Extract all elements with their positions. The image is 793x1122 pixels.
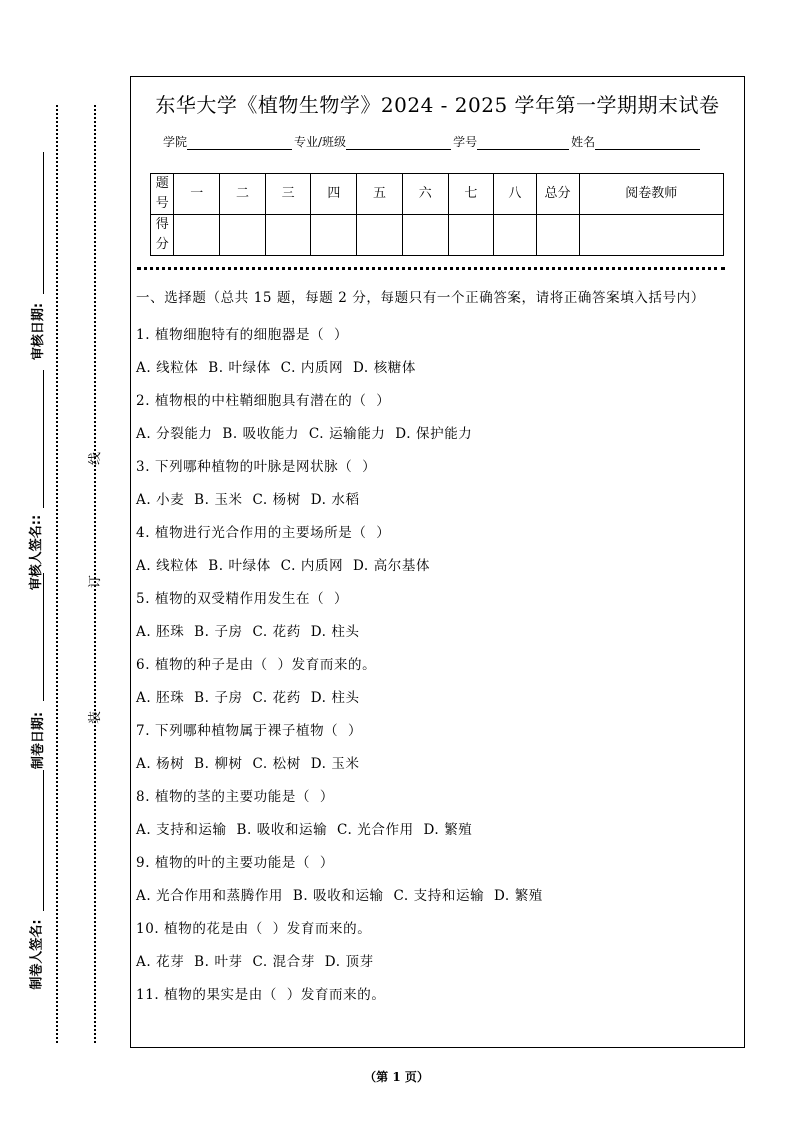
review-date-blank (43, 152, 44, 294)
score-cell[interactable] (402, 215, 448, 256)
score-col-1: 一 (174, 174, 220, 215)
score-col-2: 二 (220, 174, 266, 215)
paper-date-blank (43, 573, 44, 701)
score-cell[interactable] (220, 215, 266, 256)
option-b: B. 柳树 (194, 756, 243, 772)
college-field[interactable] (187, 137, 292, 150)
reviewer-signature-blank (43, 370, 44, 508)
paper-maker-signature-label: 制卷人签名: (29, 919, 45, 990)
option-a: A. 花芽 (136, 954, 185, 970)
option-d: D. 核糖体 (352, 360, 416, 376)
major-class-field[interactable] (346, 137, 451, 150)
question-text: 4. 植物进行光合作用的主要场所是（ ） (136, 525, 391, 541)
option-c: C. 光合作用 (337, 822, 414, 838)
question-text: 2. 植物根的中柱鞘细胞具有潜在的（ ） (136, 393, 391, 409)
exam-frame (130, 76, 745, 1048)
binding-char-line: 线 (88, 451, 104, 466)
question-list (136, 319, 726, 1012)
score-cell[interactable] (357, 215, 403, 256)
score-col-grader: 阅卷教师 (579, 174, 723, 215)
binding-char-bind: 装 (88, 710, 104, 725)
score-table (150, 173, 724, 256)
option-a: A. 胚珠 (136, 690, 185, 706)
option-a: A. 杨树 (136, 756, 185, 772)
option-c: C. 内质网 (280, 558, 344, 574)
option-a: A. 小麦 (136, 492, 185, 508)
question-text: 9. 植物的叶的主要功能是（ ） (136, 855, 334, 871)
option-a: A. 胚珠 (136, 624, 185, 640)
score-label: 得分 (151, 215, 174, 256)
question-options (136, 352, 726, 385)
option-d: D. 繁殖 (493, 888, 543, 904)
option-d: D. 顶芽 (324, 954, 374, 970)
option-d: D. 柱头 (310, 690, 360, 706)
score-col-total: 总分 (536, 174, 579, 215)
option-c: C. 杨树 (252, 492, 301, 508)
dotted-separator (137, 267, 725, 270)
option-c: C. 运输能力 (308, 426, 386, 442)
option-d: D. 保护能力 (395, 426, 473, 442)
score-col-4: 四 (311, 174, 357, 215)
score-table-score-row (151, 215, 724, 256)
option-b: B. 子房 (194, 690, 243, 706)
option-c: C. 花药 (252, 690, 301, 706)
score-cell[interactable] (265, 215, 311, 256)
score-cell[interactable] (448, 215, 494, 256)
score-cell[interactable] (174, 215, 220, 256)
question-options (136, 748, 726, 781)
question-options (136, 946, 726, 979)
score-col-3: 三 (265, 174, 311, 215)
option-a: A. 线粒体 (136, 360, 199, 376)
question-text: 5. 植物的双受精作用发生在（ ） (136, 591, 349, 607)
option-d: D. 水稻 (310, 492, 360, 508)
question-options (136, 550, 726, 583)
score-cell-grader[interactable] (579, 215, 723, 256)
section-heading: 一、选择题（总共 15 题，每题 2 分，每题只有一个正确答案，请将正确答案填入括号内） (136, 290, 705, 306)
college-label: 学院 (163, 135, 188, 149)
question-text: 6. 植物的种子是由（ ）发育而来的。 (136, 657, 377, 673)
option-c: C. 混合芽 (252, 954, 315, 970)
option-a: A. 光合作用和蒸腾作用 (136, 888, 284, 904)
option-a: A. 分裂能力 (136, 426, 213, 442)
question-options (136, 814, 726, 847)
option-c: C. 松树 (252, 756, 301, 772)
option-c: C. 支持和运输 (393, 888, 485, 904)
option-b: B. 叶绿体 (208, 360, 271, 376)
question-text: 8. 植物的茎的主要功能是（ ） (136, 789, 334, 805)
score-col-5: 五 (357, 174, 403, 215)
option-d: D. 高尔基体 (352, 558, 431, 574)
option-b: B. 叶绿体 (208, 558, 271, 574)
score-cell[interactable] (311, 215, 357, 256)
name-field[interactable] (595, 137, 700, 150)
student-id-field[interactable] (477, 137, 569, 150)
option-c: C. 花药 (252, 624, 301, 640)
option-d: D. 繁殖 (423, 822, 473, 838)
question-text: 3. 下列哪种植物的叶脉是网状脉（ ） (136, 459, 377, 475)
question-options (136, 484, 726, 517)
option-c: C. 内质网 (280, 360, 344, 376)
question-text: 1. 植物细胞特有的细胞器是（ ） (136, 327, 349, 343)
option-a: A. 支持和运输 (136, 822, 227, 838)
option-b: B. 玉米 (194, 492, 243, 508)
question-options (136, 418, 726, 451)
paper-maker-signature-blank (43, 770, 44, 911)
binding-dotted-line-outer (56, 105, 58, 1043)
student-id-label: 学号 (453, 135, 478, 149)
question-options (136, 616, 726, 649)
option-b: B. 吸收和运输 (292, 888, 384, 904)
question-text: 10. 植物的花是由（ ）发育而来的。 (136, 921, 372, 937)
page-number: （第 1 页） (364, 1070, 429, 1084)
option-a: A. 线粒体 (136, 558, 199, 574)
question-text: 7. 下列哪种植物属于裸子植物（ ） (136, 723, 363, 739)
score-cell[interactable] (494, 215, 536, 256)
exam-title: 东华大学《植物生物学》2024 - 2025 学年第一学期期末试卷 (155, 93, 720, 117)
question-number-label: 题号 (151, 174, 174, 215)
score-col-7: 七 (448, 174, 494, 215)
question-options (136, 880, 726, 913)
question-options (136, 682, 726, 715)
question-section (136, 287, 726, 1012)
score-col-8: 八 (494, 174, 536, 215)
name-label: 姓名 (571, 135, 596, 149)
option-d: D. 柱头 (310, 624, 360, 640)
option-b: B. 子房 (194, 624, 243, 640)
score-col-6: 六 (402, 174, 448, 215)
score-cell-total[interactable] (536, 215, 579, 256)
paper-date-label: 制卷日期: (31, 711, 47, 770)
option-b: B. 叶芽 (194, 954, 243, 970)
question-text: 11. 植物的果实是由（ ）发育而来的。 (136, 987, 386, 1003)
score-table-header-row (151, 174, 724, 215)
reviewer-signature-label: 审核人签名:: (29, 514, 45, 591)
option-b: B. 吸收能力 (222, 426, 300, 442)
student-info-row (163, 133, 702, 150)
binding-char-order: 订 (88, 574, 104, 589)
review-date-label: 审核日期: (31, 302, 47, 361)
option-b: B. 吸收和运输 (236, 822, 328, 838)
option-d: D. 玉米 (310, 756, 360, 772)
major-class-label: 专业/班级 (294, 135, 347, 149)
